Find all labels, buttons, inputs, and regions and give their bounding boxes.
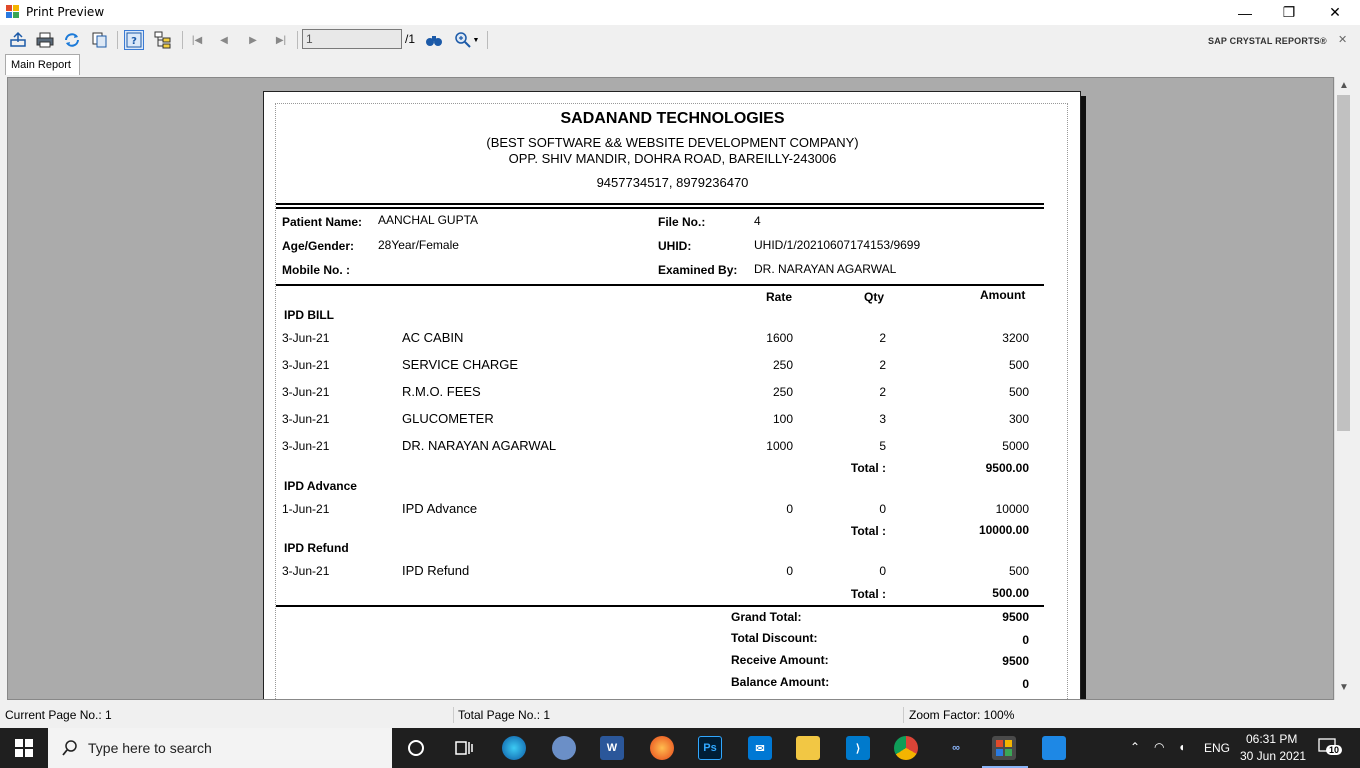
search-placeholder: Type here to search — [88, 740, 212, 756]
word-icon[interactable]: W — [600, 736, 624, 760]
window-title: Print Preview — [26, 5, 105, 19]
find-button[interactable] — [424, 30, 444, 50]
file-explorer-icon[interactable] — [796, 736, 820, 760]
group-tree-button[interactable] — [153, 30, 173, 50]
column-header-amount: Amount — [980, 288, 1026, 302]
company-tagline: (BEST SOFTWARE && WEBSITE DEVELOPMENT COMPANY) — [486, 135, 859, 150]
scrollbar-thumb[interactable] — [1337, 95, 1350, 431]
row-amount: 3200 — [1002, 331, 1029, 345]
row-amount: 500 — [1008, 385, 1029, 399]
wifi-icon[interactable]: ◠ — [1154, 740, 1165, 754]
notification-button[interactable] — [1318, 738, 1340, 758]
svg-text:?: ? — [131, 36, 137, 47]
app-window-icon — [995, 739, 1013, 757]
examined-by-value: DR. NARAYAN AGARWAL — [754, 262, 897, 276]
toolbar — [0, 26, 1360, 54]
row-description: IPD Advance — [402, 501, 478, 516]
row-amount: 5000 — [1002, 439, 1029, 453]
previous-page-button[interactable] — [214, 30, 234, 50]
report-viewer — [7, 77, 1334, 700]
clock-date[interactable]: 30 Jun 2021 — [1240, 749, 1307, 763]
previous-page-icon: ◀ — [220, 34, 228, 46]
photoshop-icon[interactable]: Ps — [698, 736, 722, 760]
help-button[interactable] — [124, 30, 144, 50]
company-phones: 9457734517, 8979236470 — [596, 175, 749, 190]
column-header-qty: Qty — [864, 290, 885, 304]
status-divider — [453, 707, 454, 723]
uhid-label: UHID: — [658, 239, 692, 253]
row-qty: 2 — [879, 331, 886, 345]
uhid-value: UHID/1/20210607174153/9699 — [754, 238, 921, 252]
row-date: 3-Jun-21 — [282, 439, 330, 453]
app-icon — [6, 5, 20, 19]
close-button[interactable]: ✕ — [1329, 4, 1341, 20]
row-date: 3-Jun-21 — [282, 564, 330, 578]
section-total-value: 10000.00 — [978, 523, 1029, 537]
row-description: DR. NARAYAN AGARWAL — [402, 438, 557, 453]
row-description: SERVICE CHARGE — [402, 357, 519, 372]
scroll-down-icon[interactable]: ▼ — [1339, 682, 1349, 693]
balance-amount-value: 0 — [1022, 677, 1029, 691]
print-button[interactable] — [35, 30, 55, 50]
next-page-icon: ▶ — [249, 34, 257, 46]
copy-button[interactable] — [90, 30, 110, 50]
status-divider — [903, 707, 904, 723]
title-bar — [0, 0, 1360, 25]
age-gender-value: 28Year/Female — [378, 238, 459, 252]
age-gender-label: Age/Gender: — [282, 239, 355, 253]
last-page-button[interactable] — [271, 30, 291, 50]
row-amount: 500 — [1008, 358, 1029, 372]
header-divider — [276, 207, 1044, 209]
row-description: GLUCOMETER — [402, 411, 494, 426]
row-rate: 0 — [786, 564, 793, 578]
receive-amount-value: 9500 — [1002, 654, 1029, 668]
taskbar-search[interactable] — [48, 728, 392, 768]
app-icon-2[interactable] — [552, 736, 576, 760]
toolbar-separator — [117, 31, 118, 49]
row-description: R.M.O. FEES — [402, 384, 481, 399]
first-page-button[interactable] — [187, 30, 207, 50]
balance-amount-label: Balance Amount: — [731, 675, 830, 689]
first-page-icon: |◀ — [191, 34, 203, 46]
column-header-rate: Rate — [766, 290, 793, 304]
refresh-button[interactable] — [62, 30, 82, 50]
page-number-input[interactable]: 1 — [302, 29, 402, 49]
help-icon — [126, 32, 142, 48]
chevron-down-icon: ▼ — [472, 36, 480, 44]
total-page-status: Total Page No.: 1 — [458, 708, 551, 722]
volume-icon[interactable]: ◖ — [1178, 740, 1186, 754]
photos-icon[interactable] — [1042, 736, 1066, 760]
grand-total-value: 9500 — [1002, 610, 1029, 624]
start-button[interactable] — [0, 728, 48, 768]
row-amount: 500 — [1008, 564, 1029, 578]
row-date: 3-Jun-21 — [282, 412, 330, 426]
mail-icon[interactable]: ✉ — [748, 736, 772, 760]
report-content — [275, 103, 1068, 700]
row-date: 3-Jun-21 — [282, 385, 330, 399]
section-total-label: Total : — [850, 587, 886, 601]
row-rate: 250 — [772, 358, 793, 372]
restore-button[interactable]: ❐ — [1282, 4, 1296, 20]
row-amount: 300 — [1008, 412, 1029, 426]
section-total-label: Total : — [850, 461, 886, 475]
section-title: IPD BILL — [284, 308, 334, 322]
section-total-value: 500.00 — [992, 586, 1029, 600]
vscode-icon[interactable]: ⟩ — [846, 736, 870, 760]
current-page-status: Current Page No.: 1 — [5, 708, 112, 722]
minimize-button[interactable]: — — [1238, 4, 1252, 21]
patient-name-value: AANCHAL GUPTA — [378, 213, 479, 227]
notification-count: 10 — [1326, 745, 1342, 755]
page-total-label: /1 — [405, 32, 416, 46]
tab-main-report[interactable]: Main Report — [5, 54, 80, 75]
row-rate: 250 — [772, 385, 793, 399]
row-amount: 10000 — [995, 502, 1029, 516]
toolbar-separator — [182, 31, 183, 49]
windows-icon — [15, 739, 33, 757]
file-no-label: File No.: — [658, 215, 706, 229]
row-rate: 0 — [786, 502, 793, 516]
cortana-icon — [407, 739, 425, 757]
total-discount-value: 0 — [1022, 633, 1029, 647]
status-bar — [0, 705, 1360, 725]
section-total-value: 9500.00 — [985, 461, 1029, 475]
vertical-scrollbar[interactable] — [1334, 77, 1352, 700]
row-qty: 0 — [879, 502, 886, 516]
examined-by-label: Examined By: — [658, 263, 738, 277]
total-discount-label: Total Discount: — [731, 631, 818, 645]
zoom-button[interactable] — [452, 30, 482, 50]
row-qty: 5 — [879, 439, 886, 453]
row-rate: 100 — [772, 412, 793, 426]
export-button[interactable] — [8, 30, 28, 50]
scroll-up-icon[interactable]: ▲ — [1339, 80, 1349, 91]
receive-amount-label: Receive Amount: — [731, 653, 829, 667]
toolbar-separator — [297, 31, 298, 49]
language-indicator[interactable]: ENG — [1204, 741, 1231, 755]
export-icon — [9, 31, 27, 49]
refresh-icon — [63, 31, 81, 49]
last-page-icon: ▶| — [275, 34, 287, 46]
close-report-button[interactable]: ✕ — [1338, 34, 1348, 46]
row-description: IPD Refund — [402, 563, 470, 578]
row-qty: 2 — [879, 385, 886, 399]
report-page — [263, 91, 1081, 700]
row-qty: 2 — [879, 358, 886, 372]
chevron-up-icon[interactable]: ⌃ — [1130, 740, 1141, 754]
clock-time[interactable]: 06:31 PM — [1246, 732, 1298, 746]
firefox-icon[interactable] — [650, 736, 674, 760]
app-icon-infinity[interactable]: ∞ — [952, 742, 960, 754]
zoom-icon — [455, 32, 471, 48]
row-rate: 1600 — [766, 331, 793, 345]
taskbar — [0, 728, 1360, 768]
row-qty: 3 — [879, 412, 886, 426]
row-date: 1-Jun-21 — [282, 502, 330, 516]
grand-total-label: Grand Total: — [731, 610, 802, 624]
task-view-icon-button[interactable] — [452, 736, 476, 760]
company-name: SADANAND TECHNOLOGIES — [560, 110, 785, 127]
file-no-value: 4 — [754, 214, 761, 228]
section-title: IPD Advance — [284, 479, 357, 493]
copy-icon — [91, 31, 109, 49]
summary-divider — [276, 605, 1044, 607]
company-address: OPP. SHIV MANDIR, DOHRA ROAD, BAREILLY-243006 — [508, 151, 837, 166]
chrome-icon[interactable] — [894, 736, 918, 760]
row-qty: 0 — [879, 564, 886, 578]
toolbar-separator — [487, 31, 488, 49]
task-view-button[interactable] — [404, 736, 428, 760]
section-title: IPD Refund — [284, 541, 349, 555]
binoculars-icon — [425, 31, 443, 49]
header-divider — [276, 203, 1044, 205]
search-icon — [62, 740, 78, 756]
task-view-icon — [455, 739, 473, 757]
edge-icon[interactable] — [502, 736, 526, 760]
printer-icon — [36, 31, 54, 49]
crystal-reports-brand: SAP CRYSTAL REPORTS® — [1208, 36, 1327, 46]
group-tree-icon — [154, 31, 172, 49]
row-rate: 1000 — [766, 439, 793, 453]
mobile-label: Mobile No. : — [282, 263, 350, 277]
row-date: 3-Jun-21 — [282, 331, 330, 345]
patient-name-label: Patient Name: — [282, 215, 363, 229]
section-total-label: Total : — [850, 524, 886, 538]
row-date: 3-Jun-21 — [282, 358, 330, 372]
print-preview-task-icon[interactable] — [992, 736, 1016, 760]
zoom-factor-status: Zoom Factor: 100% — [909, 708, 1015, 722]
next-page-button[interactable] — [243, 30, 263, 50]
row-description: AC CABIN — [402, 330, 464, 345]
patient-divider — [276, 284, 1044, 286]
